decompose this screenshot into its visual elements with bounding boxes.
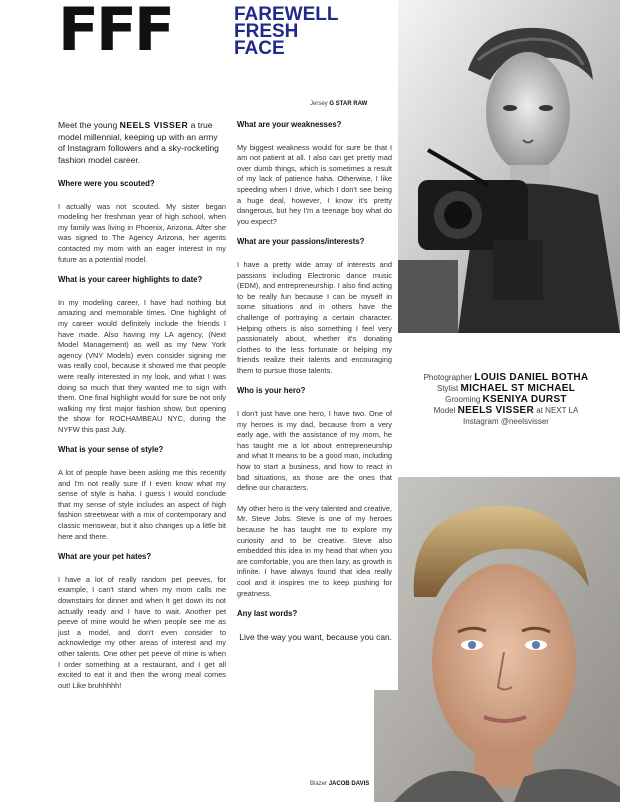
credit-line	[408, 372, 604, 383]
photo-credits	[408, 372, 604, 427]
answer-paragraph: I have a lot of really random pet peeves, for example, I can't stand when my mom calls me downstairs for dinner and when It get down its not actually ready and I have to wait. Another pet peeve of mine would be when people see me as just a model, and don't even consider to acknowledge my other areas of interest and my other talents. One other pet peeve of mine is when I order something at a restaurant, and I get all excited to eat it and then the wrong meal comes out! Like bruhhhhh!	[58, 574, 226, 690]
credit-role: Stylist	[436, 384, 459, 393]
instagram-handle: Instagram @neelsvisser	[463, 417, 549, 426]
wardrobe-credit-top	[310, 101, 367, 107]
credit-name: MICHAEL ST MICHAEL	[460, 383, 576, 394]
question-heading: Where were you scouted?	[58, 179, 155, 188]
credit-line	[408, 405, 604, 416]
answer-paragraph: My other hero is the very talented and creative, Mr. Steve Jobs. Steve is one of my heroes because he has taught me to explore my curiosity and to be creative. Steve also embedded this idea in my head that when you are comfortable, you are then lazy, as growth is infinite. I have always found that idea really cool and it inspires me to keep pushing for greatness.	[237, 503, 392, 598]
intro-after: a true model millennial, keeping up with an army of Instagram followers and a sky-rocketing fashion model career.	[58, 120, 219, 165]
headline-line: FAREWELL	[234, 4, 339, 25]
answer-paragraph: I actually was not scouted. My sister began modeling her freshman year of high school, when my family was living in Phoenix, Arizona. After she was signed to The Agency Arizona, her agents contacted my mom with an eager interest in my future as a potential model.	[58, 201, 226, 264]
wardrobe-credit-bottom	[310, 781, 369, 787]
answer-paragraph: My biggest weakness would for sure be that I am not patient at all. I also can get pretty mad over dumb things, which is sometimes a result of my lack of patience haha. Otherwise, I like speeding when I drive, which I don't see being a huge deal, however, I know it's pretty dangerous, but hey I'm a teenage boy what do you expect?	[237, 142, 392, 226]
closing-quote: Live the way you want, because you can.	[239, 631, 392, 642]
article-headline	[234, 6, 374, 57]
portrait-photo-closeup	[374, 477, 620, 802]
wardrobe-credit-label: Jersey	[310, 101, 328, 107]
wardrobe-credit-value: G STAR RAW	[329, 101, 368, 107]
answer-paragraph: I don't just have one hero, I have two. One of my heroes is my dad, because from a very early age, with the assistance of my mom, he has taught me a lot about entrepreneurship and what It means to be a good man, including how to start a business, and how to react in bad situations, as those are the ones that define our characters.	[237, 409, 392, 493]
credit-name: LOUIS DANIEL BOTHA	[474, 372, 589, 383]
headline-line: FRESH	[234, 21, 299, 42]
answer-paragraph: A lot of people have been asking me this recently and I'm not really sure If I even know what my sense of style is haha. I guess I would conclude that my sense of style includes an aspect of high fashion streetwear with a mix of contemporary and classic menswear, but it also changes up a little bit here and there.	[58, 468, 226, 541]
portrait-photo-camera	[398, 0, 620, 333]
intro-before: Meet the young	[58, 120, 120, 130]
magazine-logo: FFF	[58, 0, 172, 65]
question-heading: What are your passions/interests?	[237, 237, 365, 247]
credit-name: KSENIYA DURST	[482, 394, 567, 405]
credit-role: Grooming	[445, 395, 481, 404]
credit-line	[408, 394, 604, 405]
intro-paragraph	[58, 120, 226, 166]
portrait-photo-closeup-image	[374, 477, 620, 802]
portrait-photo-camera-image	[398, 0, 620, 333]
credit-line	[408, 383, 604, 394]
credit-suffix: at NEXT LA	[536, 406, 579, 415]
headline-line: FACE	[234, 38, 285, 59]
credit-name: NEELS VISSER	[457, 405, 535, 416]
answer-paragraph: In my modeling career, I have had nothing but amazing and memorable times. One highlight of my career would definitely include the friends I have made. Also having my LA agency, (Next Model Management) as well as my New York agency (VNY Models) even consider signing me was really cool, because it showed me that people were really interested in my look, and what I was doing so much that they wanted me to sign with them. One final highlight would for sure be not only walking my first major fashion show, but opening the show for ROCHAMBEAU NYC, during the NYFW this past July.	[58, 297, 226, 434]
question-heading: Any last words?	[237, 609, 298, 619]
wardrobe-credit-label: Blazer	[310, 781, 328, 787]
question-heading: What is your sense of style?	[58, 445, 164, 455]
wardrobe-credit-value: JACOB DAVIS	[328, 781, 370, 787]
question-heading: What are your pet hates?	[58, 552, 152, 562]
question-heading: What is your career highlights to date?	[58, 275, 203, 285]
article-column-left	[58, 120, 226, 701]
model-name: NEELS VISSER	[119, 120, 189, 130]
credit-role: Model	[433, 406, 456, 415]
question-heading: Who is your hero?	[237, 386, 306, 396]
question-heading: What are your weaknesses?	[237, 120, 342, 129]
credit-role: Photographer	[423, 373, 473, 382]
article-column-right	[237, 120, 392, 653]
answer-paragraph: I have a pretty wide array of interests and passions including Electronic dance music (EDM), and entrepreneurship. I also find acting to be really fun because I can be myself in some situations and in others have the challenge of portraying a certain character. Helping others is also something I feel very passionately about, whether it's donating clothes to the less fortunate or helping my friends realize their talents and encouraging them to pursue those talents.	[237, 259, 392, 375]
